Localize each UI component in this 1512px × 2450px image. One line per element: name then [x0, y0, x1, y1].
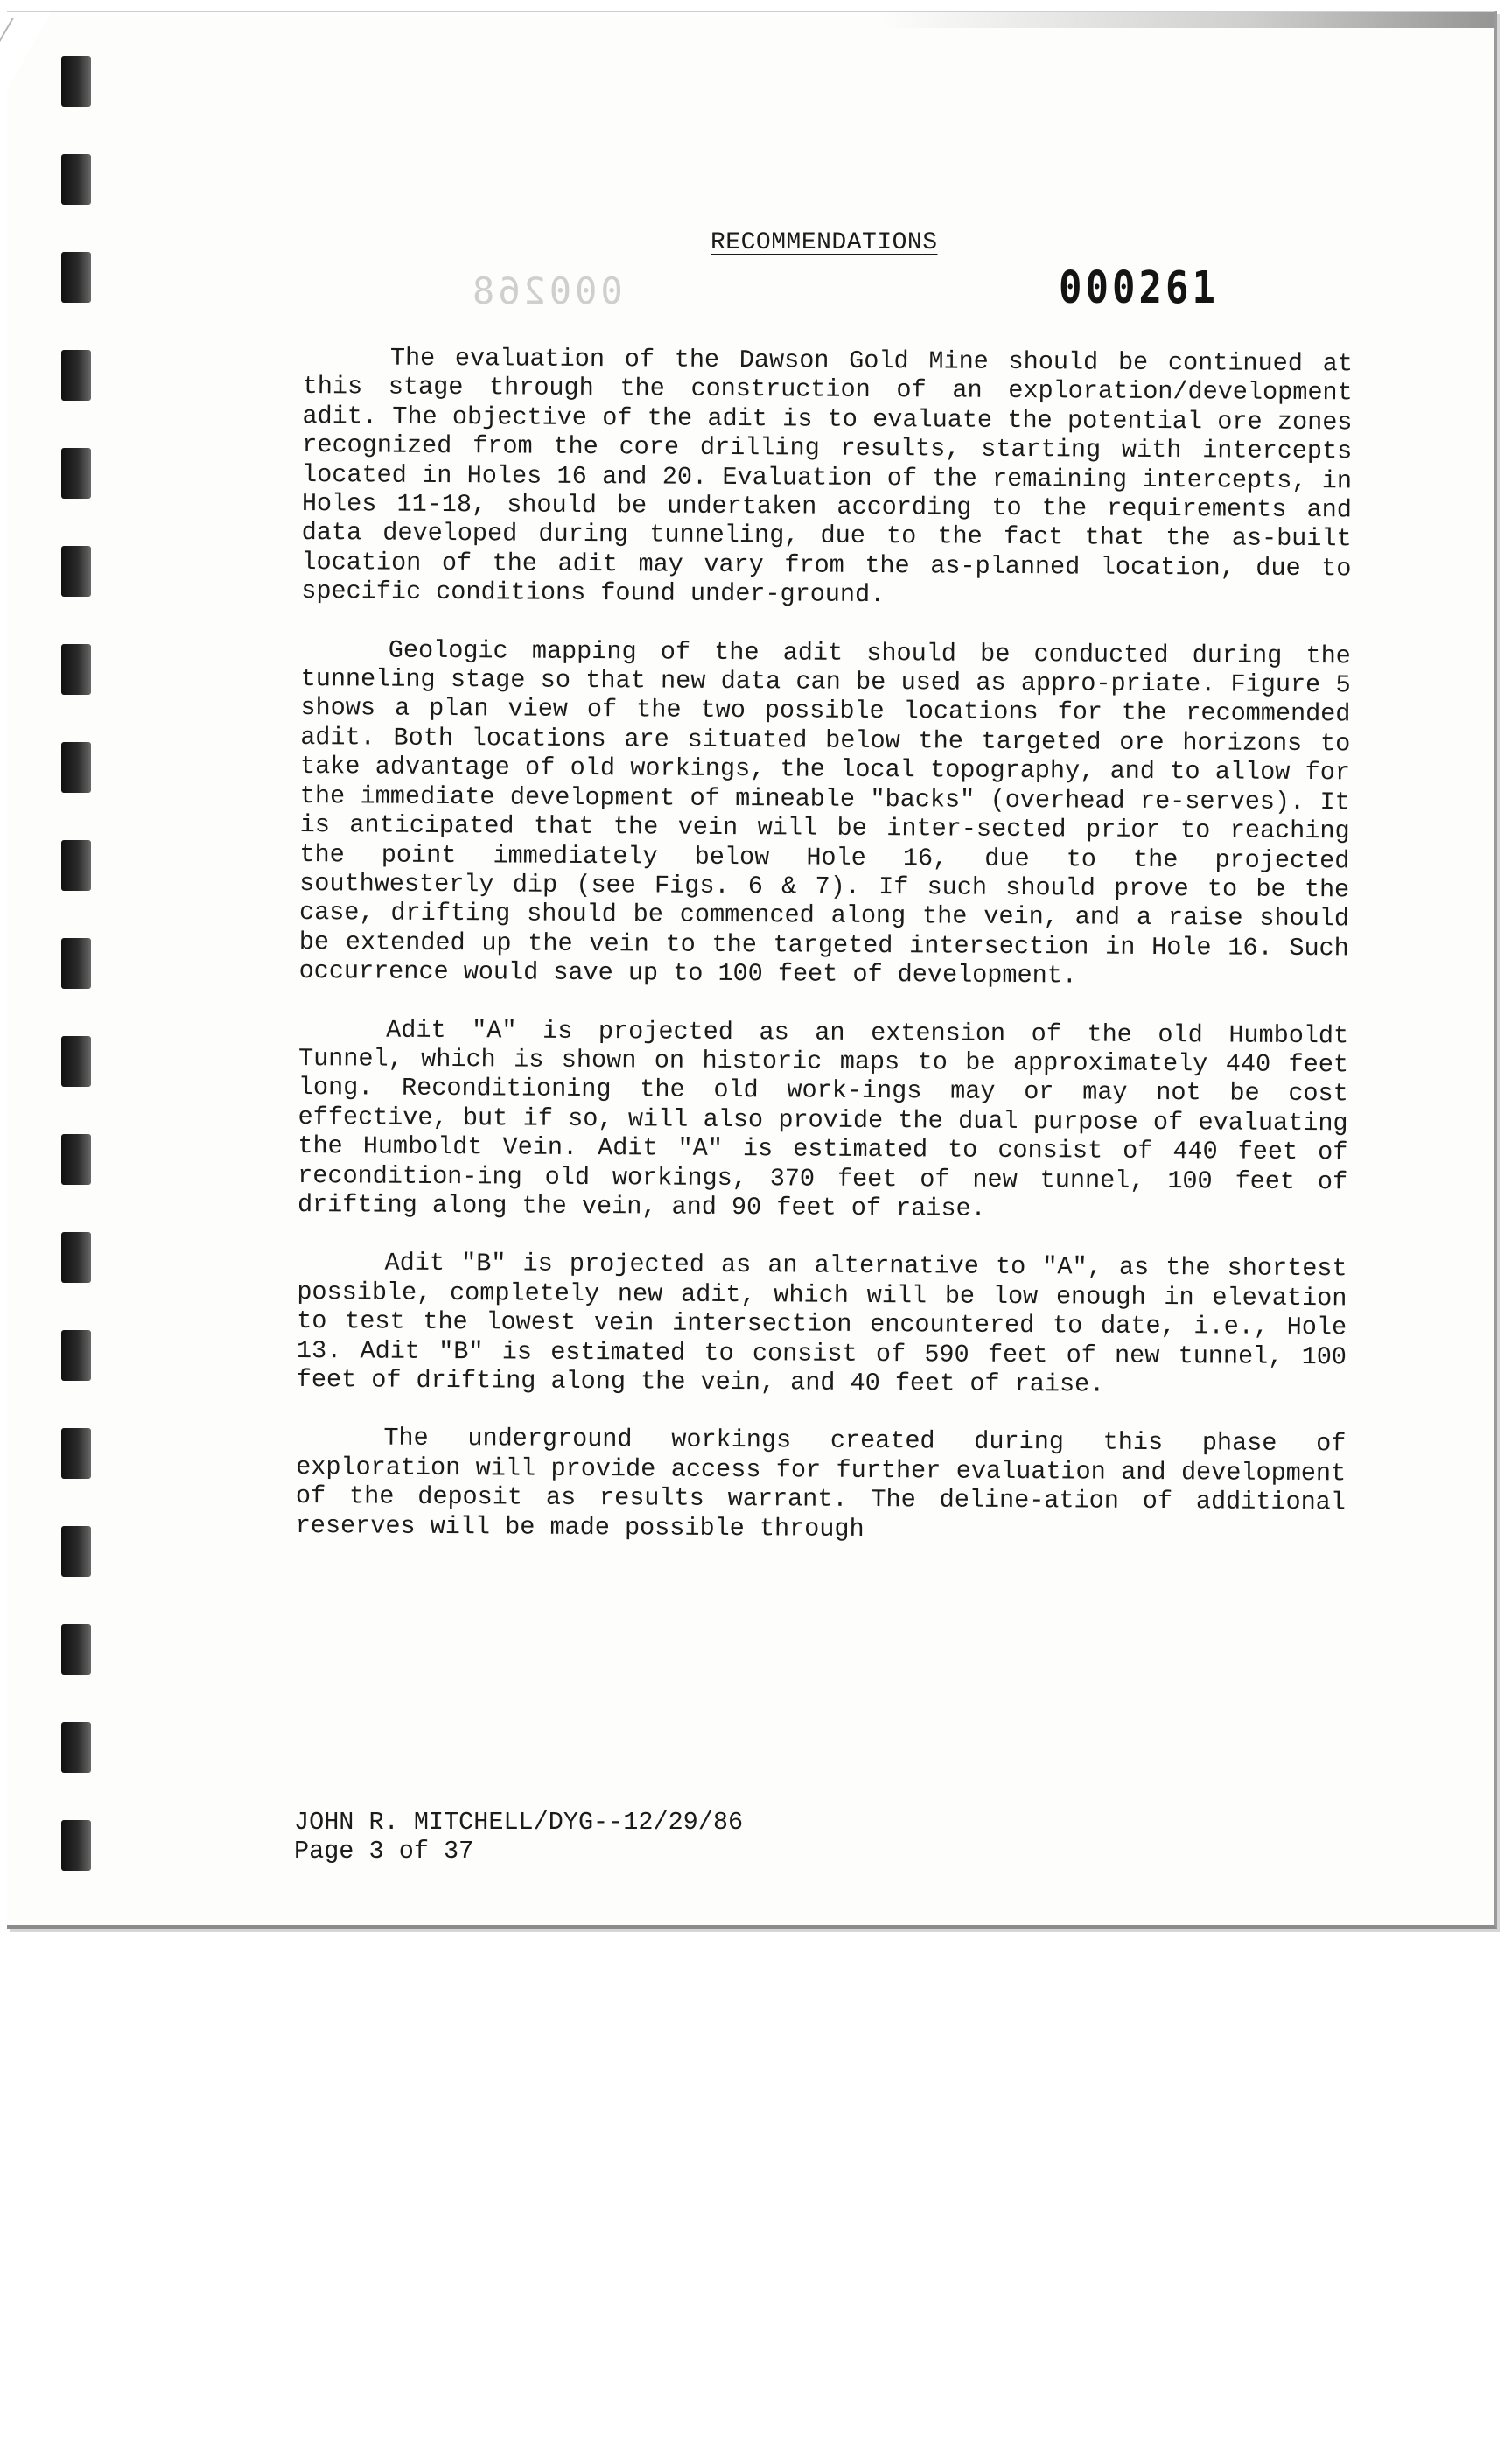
paragraph: Geologic mapping of the adit should be conducted during the tunneling stage so that new data can be used as appro-priate. Figure 5 shows a plan view of the two possible locations for the recommended adit. Both locations are situated below the targeted ore horizons to take advantage of old workings, the local topography, and to allow for the immediate development of mineable "backs" (overhead re-serves). It is anticipated that the vein will be inter-sected prior to reaching the point immediately below Hole 16, due to the projected southwesterly dip (see Figs. 6 & 7). If such should prove to be the case, drifting should be commenced along the vein, and a raise should be extended up the vein to the targeted intersection in Hole 16. Such occurrence would save up to 100 feet of development.: [298, 635, 1351, 990]
binding-hole: [61, 1134, 91, 1185]
binding-hole: [61, 840, 91, 891]
scan-smudge: [882, 12, 1494, 28]
paragraph: Adit "A" is projected as an extension of the old Humboldt Tunnel, which is shown on historic maps to be approximately 440 feet long. Reconditioning the old work-ings may or may not be cost effective, but if so, will also provide the dual purpose of evaluating the Humboldt Vein. Adit "A" is estimated to consist of 440 feet of recondition-ing old workings, 370 feet of new tunnel, 100 feet of drifting along the vein, and 90 feet of raise.: [297, 1015, 1349, 1223]
binding-hole: [61, 252, 91, 303]
paragraph: The evaluation of the Dawson Gold Mine should be continued at this stage through the construction of an exploration/development adit. The objective of the adit is to evaluate the potential ore zones recognized from the core drilling results, starting with intercepts located in Holes 16 and 20. Evaluation of the remaining intercepts, in Holes 11-18, should be undertaken according to the requirements and data developed during tunneling, due to the fact that the as-built location of the adit may vary from the as-planned location, due to specific conditions found under-ground.: [301, 343, 1353, 610]
binding-hole: [61, 1428, 91, 1479]
binding-hole: [61, 56, 91, 107]
page-number: Page 3 of 37: [294, 1837, 474, 1866]
binding-hole: [61, 938, 91, 989]
binding-hole: [61, 350, 91, 401]
corner-fold: [7, 12, 51, 91]
binding-hole: [61, 448, 91, 499]
binding-hole: [61, 742, 91, 793]
page-stamp-number: 000261: [1059, 262, 1219, 314]
author-date-line: JOHN R. MITCHELL/DYG--12/29/86: [294, 1808, 744, 1837]
binding-hole: [61, 1330, 91, 1381]
paragraph: Adit "B" is projected as an alternative to "A", as the shortest possible, completely new adit, which will be low enough in elevation to test the lowest vein intersection encountered to date, i.e., Hole 13. Adit "B" is estimated to consist of 590 feet of new tunnel, 100 feet of drifting along the vein, and 40 feet of raise.: [296, 1248, 1348, 1399]
binding-hole: [61, 1036, 91, 1087]
page-footer: [294, 1808, 743, 1866]
binding-hole: [61, 1722, 91, 1773]
binding-hole: [61, 1624, 91, 1675]
ghost-stamp-number: 000268: [469, 270, 623, 312]
paragraph: The underground workings created during this phase of exploration will provide access for further evaluation and development of the deposit as results warrant. The deline-ation of additional reserves will be made possible through: [295, 1423, 1347, 1544]
section-title: RECOMMENDATIONS: [710, 229, 938, 256]
recommendations-body: [295, 343, 1353, 1575]
binding-hole: [61, 546, 91, 597]
binding-hole: [61, 154, 91, 205]
binding-hole: [61, 1232, 91, 1283]
binding-hole: [61, 1526, 91, 1577]
binding-hole: [61, 644, 91, 695]
binding-hole: [61, 1820, 91, 1871]
